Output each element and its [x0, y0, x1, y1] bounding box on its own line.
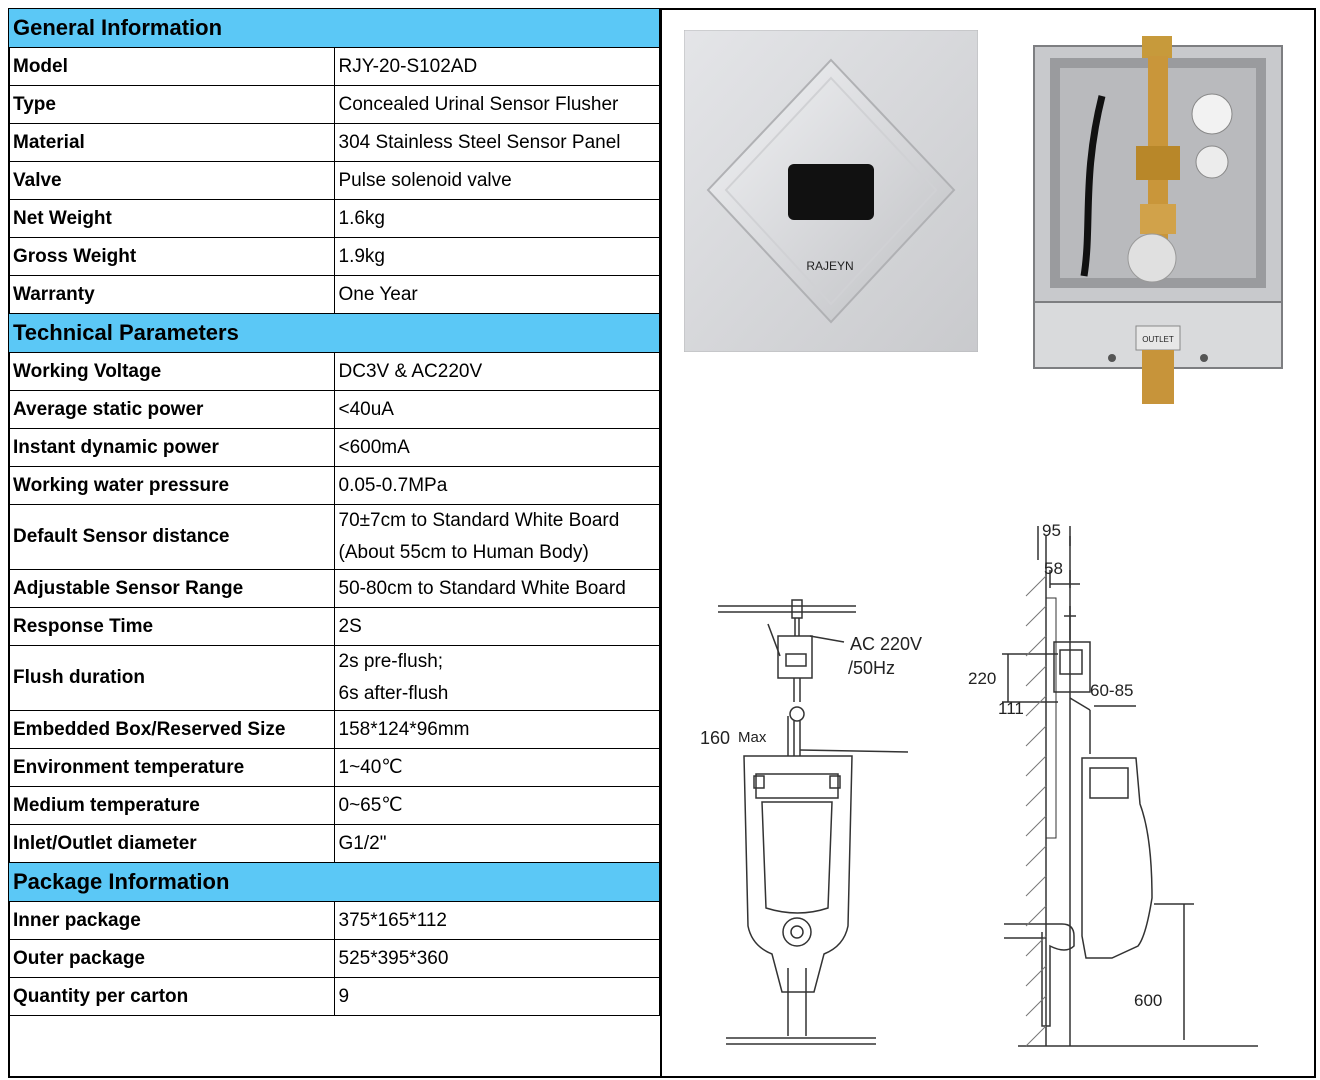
drawing-dim-600: 600	[1134, 991, 1163, 1010]
row-label: Embedded Box/Reserved Size	[9, 711, 335, 749]
row-label: Model	[9, 48, 335, 86]
section-package-information: Package Information	[9, 863, 660, 902]
table-row	[9, 162, 660, 200]
row-label: Flush duration	[9, 646, 335, 711]
spec-table	[8, 8, 660, 1016]
row-value: 0~65℃	[334, 787, 660, 825]
table-row	[9, 238, 660, 276]
row-value: <600mA	[334, 429, 660, 467]
row-value-line1: 70±7cm to Standard White Board	[338, 510, 620, 531]
drawing-dim-220: 220	[968, 669, 997, 688]
row-label: Instant dynamic power	[9, 429, 335, 467]
section-technical-parameters: Technical Parameters	[9, 314, 660, 353]
row-value: Pulse solenoid valve	[334, 162, 660, 200]
table-row	[9, 276, 660, 314]
row-value: G1/2"	[334, 825, 660, 863]
drawing-dim-60-85: 60-85	[1090, 681, 1134, 700]
row-value	[334, 505, 660, 570]
table-row	[9, 48, 660, 86]
row-value-line1: 2s pre-flush;	[338, 651, 444, 672]
drawing-max-height-unit: Max	[738, 729, 767, 746]
drawing-frequency-label: /50Hz	[848, 658, 896, 678]
row-value-line2: 6s after-flush	[338, 683, 449, 704]
section-general-information: General Information	[9, 9, 660, 48]
row-label: Default Sensor distance	[9, 505, 335, 570]
table-row	[9, 200, 660, 238]
row-label: Valve	[9, 162, 335, 200]
row-label: Material	[9, 124, 335, 162]
table-row	[9, 940, 660, 978]
table-row	[9, 825, 660, 863]
table-row	[9, 608, 660, 646]
row-value: RJY-20-S102AD	[334, 48, 660, 86]
sensor-panel-photo	[684, 30, 978, 352]
table-row	[9, 749, 660, 787]
table-row	[9, 978, 660, 1016]
drawing-dim-111: 111	[998, 699, 1024, 718]
row-label: Warranty	[9, 276, 335, 314]
row-value: <40uA	[334, 391, 660, 429]
row-value: 375*165*112	[334, 902, 660, 940]
table-row	[9, 429, 660, 467]
row-value: 0.05-0.7MPa	[334, 467, 660, 505]
table-row	[9, 787, 660, 825]
row-value: 50-80cm to Standard White Board	[334, 570, 660, 608]
row-label: Quantity per carton	[9, 978, 335, 1016]
row-label: Medium temperature	[9, 787, 335, 825]
product-images-area	[660, 8, 1318, 1078]
row-value-line2: (About 55cm to Human Body)	[338, 542, 589, 563]
row-value: Concealed Urinal Sensor Flusher	[334, 86, 660, 124]
row-value: 1~40℃	[334, 749, 660, 787]
row-value: 1.9kg	[334, 238, 660, 276]
installation-drawing	[698, 506, 1288, 1054]
panel-brand-text: RAJEYN	[806, 259, 854, 273]
concealed-box-photo	[1032, 36, 1284, 406]
row-value: 2S	[334, 608, 660, 646]
table-row	[9, 646, 660, 711]
table-row	[9, 353, 660, 391]
row-label: Response Time	[9, 608, 335, 646]
table-row	[9, 391, 660, 429]
row-label: Inlet/Outlet diameter	[9, 825, 335, 863]
row-value: One Year	[334, 276, 660, 314]
row-value: 158*124*96mm	[334, 711, 660, 749]
row-label: Outer package	[9, 940, 335, 978]
box-outlet-label: OUTLET	[1142, 335, 1174, 344]
table-row	[9, 902, 660, 940]
row-label: Working water pressure	[9, 467, 335, 505]
row-value	[334, 646, 660, 711]
table-row	[9, 467, 660, 505]
row-label: Average static power	[9, 391, 335, 429]
table-row	[9, 711, 660, 749]
row-label: Working Voltage	[9, 353, 335, 391]
row-label: Environment temperature	[9, 749, 335, 787]
row-label: Inner package	[9, 902, 335, 940]
drawing-dim-95: 95	[1042, 521, 1061, 540]
row-value: DC3V & AC220V	[334, 353, 660, 391]
table-row	[9, 570, 660, 608]
row-value: 9	[334, 978, 660, 1016]
row-label: Gross Weight	[9, 238, 335, 276]
table-row	[9, 124, 660, 162]
row-value: 525*395*360	[334, 940, 660, 978]
table-row	[9, 86, 660, 124]
drawing-dim-58: 58	[1044, 559, 1063, 578]
drawing-max-height-value: 160	[700, 728, 731, 748]
row-value: 1.6kg	[334, 200, 660, 238]
row-label: Net Weight	[9, 200, 335, 238]
row-label: Type	[9, 86, 335, 124]
drawing-power-label: AC 220V	[850, 634, 923, 654]
row-label: Adjustable Sensor Range	[9, 570, 335, 608]
table-row	[9, 505, 660, 570]
row-value: 304 Stainless Steel Sensor Panel	[334, 124, 660, 162]
